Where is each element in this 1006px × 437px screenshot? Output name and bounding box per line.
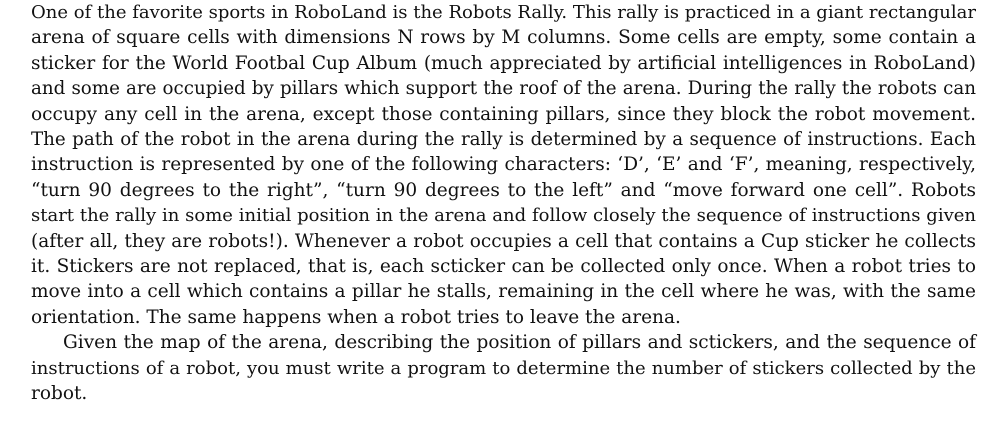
text-line: “turn 90 degrees to the right”, “turn 90 degrees to the left” and “move forward one cell”. Robots <box>31 179 976 201</box>
text-line: instructions of a robot, you must write a program to determine the number of stickers collected by the <box>31 357 976 379</box>
paragraph-intro <box>31 0 976 330</box>
text-line: The path of the robot in the arena during the rally is determined by a sequence of instructions. Each <box>31 129 976 151</box>
text-line: Given the map of the arena, describing the position of pillars and sctickers, and the sequence of <box>63 332 976 354</box>
text-line: it. Stickers are not replaced, that is, each scticker can be collected only once. When a robot tries to <box>31 256 976 278</box>
text-line: instruction is represented by one of the following characters: ‘D’, ‘E’ and ‘F’, meaning, respectively, <box>31 154 976 176</box>
text-line: arena of square cells with dimensions N rows by M columns. Some cells are empty, some contain a <box>31 27 976 49</box>
problem-statement <box>31 0 976 407</box>
text-line: move into a cell which contains a pillar he stalls, remaining in the cell where he was, with the same <box>31 281 976 303</box>
text-line: One of the favorite sports in RoboLand is the Robots Rally. This rally is practiced in a giant rectangular <box>31 2 976 23</box>
text-line: (after all, they are robots!). Whenever a robot occupies a cell that contains a Cup sticker he collects <box>31 230 976 252</box>
text-line: sticker for the World Footbal Cup Album (much appreciated by artificial intelligences in RoboLand) <box>31 52 976 74</box>
text-line: orientation. The same happens when a robot tries to leave the arena. <box>31 306 681 328</box>
text-line: occupy any cell in the arena, except those containing pillars, since they block the robot movement. <box>31 103 976 125</box>
text-line: start the rally in some initial position in the arena and follow closely the sequence of instructions given <box>31 205 976 227</box>
text-line: and some are occupied by pillars which support the roof of the arena. During the rally the robots can <box>31 78 976 100</box>
text-line: robot. <box>31 383 88 405</box>
paragraph-task <box>31 330 976 406</box>
